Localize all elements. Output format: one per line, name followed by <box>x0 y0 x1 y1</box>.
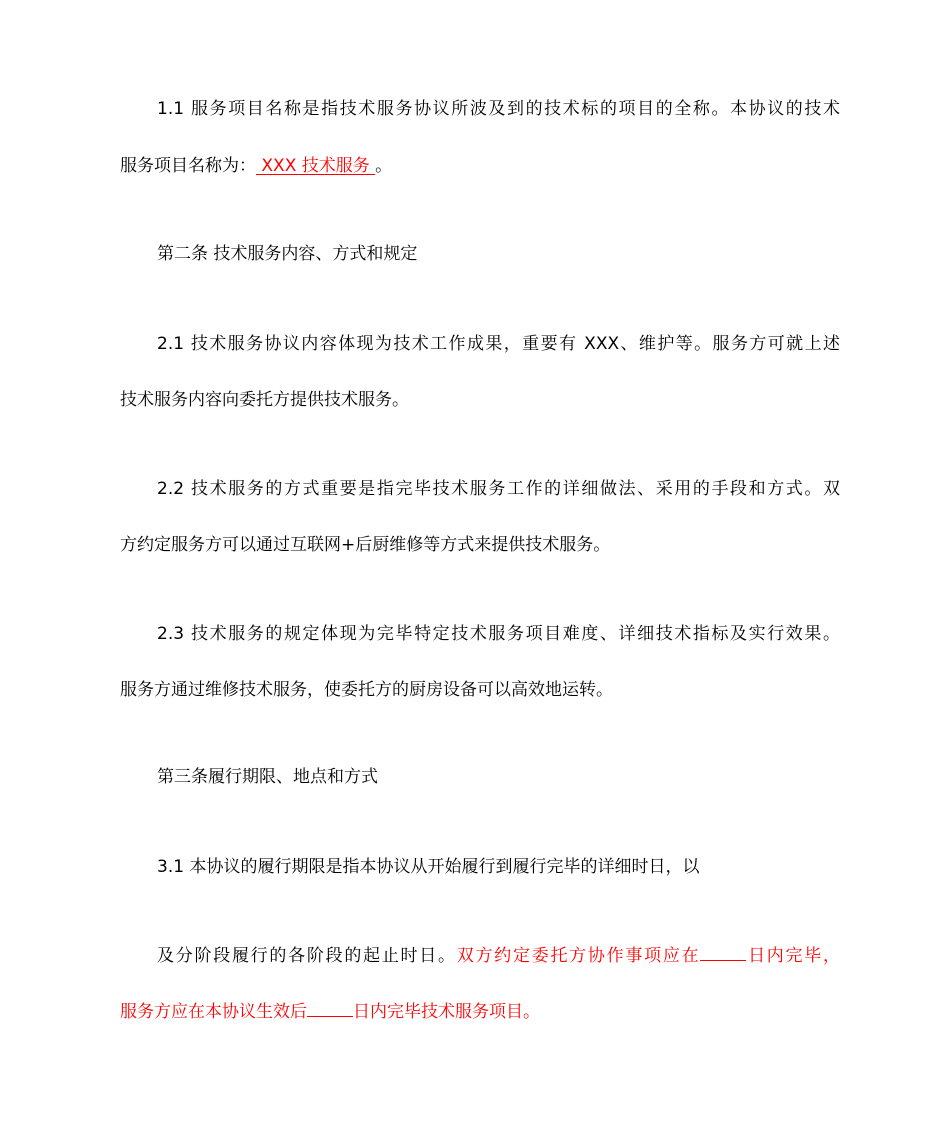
clause-1-1-line-1: 1.1 服务项目名称是指技术服务协议所波及到的技术标的项目的全称。本协议的技术 <box>157 99 840 119</box>
clause-3-1-text-red-b: 日内完毕， <box>746 946 841 966</box>
clause-2-2-line-2: 方约定服务方可以通过互联网+后厨维修等方式来提供技术服务。 <box>120 535 611 555</box>
service-name-label: 服务项目名称为： <box>120 156 256 176</box>
clause-3-1-text-red-c: 服务方应在本协议生效后 <box>120 1002 307 1022</box>
clause-3-1-line-2 <box>157 943 840 968</box>
clause-3-1-text-black: 及分阶段履行的各阶段的起止时日。 <box>157 946 457 966</box>
clause-2-3-line-2: 服务方通过维修技术服务，使委托方的厨房设备可以高效地运转。 <box>120 680 613 700</box>
service-name-suffix: 。 <box>375 156 393 176</box>
clause-1-1-line-2 <box>120 154 840 178</box>
clause-3-1-line-1: 3.1 本协议的履行期限是指本协议从开始履行到履行完毕的详细时日，以 <box>157 857 700 877</box>
article-2-heading: 第二条 技术服务内容、方式和规定 <box>157 244 418 264</box>
clause-3-1-text-red-d: 日内完毕技术服务项目。 <box>353 1002 540 1022</box>
clause-2-1-line-2: 技术服务内容向委托方提供技术服务。 <box>120 390 409 410</box>
clause-2-3-line-1: 2.3 技术服务的规定体现为完毕特定技术服务项目难度、详细技术指标及实行效果。 <box>157 624 840 644</box>
clause-3-1-line-3 <box>120 999 840 1024</box>
clause-2-2-line-1: 2.2 技术服务的方式重要是指完毕技术服务工作的详细做法、采用的手段和方式。双 <box>157 479 840 499</box>
days-blank-2[interactable] <box>307 999 353 1017</box>
article-3-heading: 第三条履行期限、地点和方式 <box>157 767 378 787</box>
clause-3-1-text-red-a: 双方约定委托方协作事项应在 <box>456 946 701 966</box>
clause-2-1-line-1: 2.1 技术服务协议内容体现为技术工作成果，重要有 XXX、维护等。服务方可就上述 <box>157 334 840 354</box>
days-blank-1[interactable] <box>700 943 746 961</box>
service-name-value: XXX 技术服务 <box>256 156 376 176</box>
